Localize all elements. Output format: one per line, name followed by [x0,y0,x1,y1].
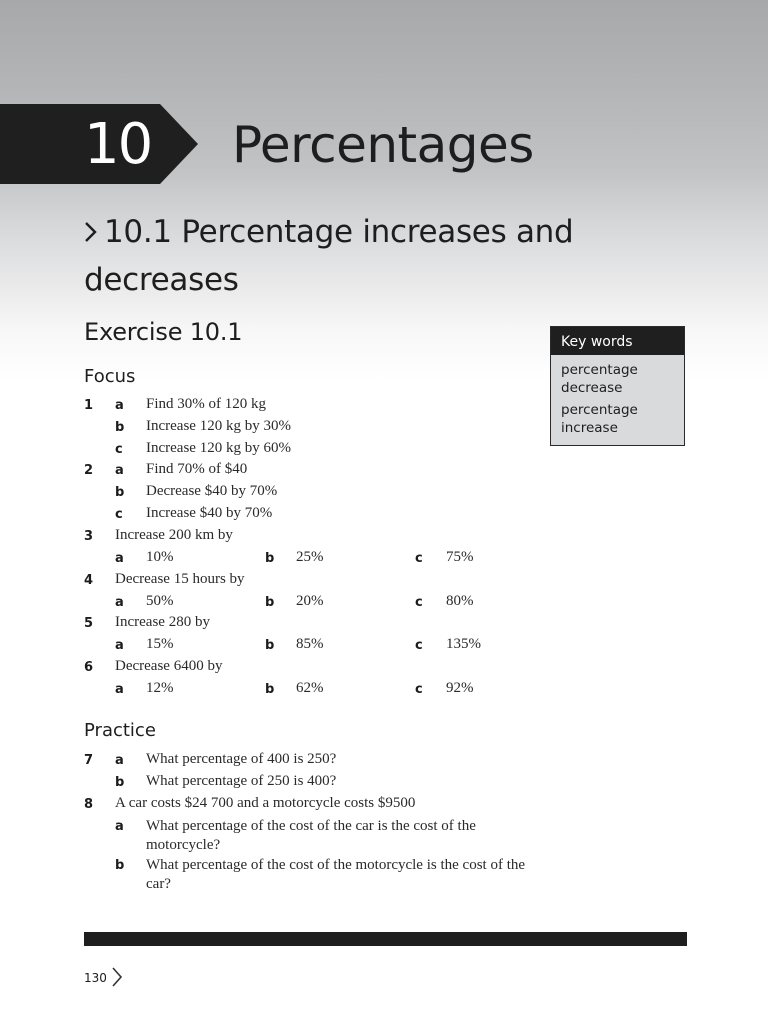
practice-heading: Practice [84,720,156,741]
question-text: 25% [296,549,324,565]
question-number: 1 [84,398,94,413]
part-label: c [415,595,423,610]
part-label: a [115,398,124,413]
question-text: Find 70% of $40 [146,461,248,477]
part-label: a [115,682,124,697]
question-text: 50% [146,593,174,609]
question-stem: Decrease 6400 by [115,658,223,674]
part-label: b [265,682,275,697]
question-text: Find 30% of 120 kg [146,396,266,412]
question-text: 75% [446,549,474,565]
chapter-number: 10 [84,112,152,177]
question-stem: Increase 280 by [115,614,210,630]
keyword-item: percentage increase [561,402,638,436]
footer-bar [84,932,687,946]
question-number: 6 [84,660,94,675]
chevron-right-icon [110,966,124,992]
question-text: What percentage of 250 is 400? [146,773,337,789]
question-text: 85% [296,636,324,652]
question-text: 62% [296,680,324,696]
question-number: 7 [84,753,94,768]
question-number: 8 [84,797,94,812]
part-label: b [115,858,125,873]
question-text: 135% [446,636,481,652]
question-text: 12% [146,680,174,696]
question-text: What percentage of the cost of the motorcycle is the cost of the car? [146,857,526,892]
section-title-text: 10.1 Percentage increases and decreases [84,214,574,298]
question-number: 2 [84,463,94,478]
part-label: a [115,595,124,610]
question-text: 80% [446,593,474,609]
question-number: 3 [84,529,94,544]
part-label: c [415,551,423,566]
focus-heading: Focus [84,366,136,387]
question-number: 4 [84,573,94,588]
part-label: a [115,463,124,478]
question-text: 15% [146,636,174,652]
question-text: Increase 120 kg by 30% [146,418,291,434]
part-label: c [115,507,123,522]
part-label: a [115,819,124,834]
question-text: Increase $40 by 70% [146,505,273,521]
chevron-right-icon [84,208,104,256]
question-stem: Decrease 15 hours by [115,571,245,587]
question-text: What percentage of the cost of the car is the cost of the motorcycle? [146,818,476,853]
part-label: a [115,753,124,768]
section-title [84,208,644,304]
part-label: b [265,638,275,653]
part-label: c [115,442,123,457]
question-text: 92% [446,680,474,696]
part-label: b [265,595,275,610]
question-stem: A car costs $24 700 and a motorcycle costs $9500 [115,795,416,811]
part-label: b [115,775,125,790]
keyword-item: percentage decrease [561,362,638,396]
part-label: b [115,420,125,435]
question-text: 10% [146,549,174,565]
question-text: Decrease $40 by 70% [146,483,278,499]
key-words-box [550,326,685,446]
question-stem: Increase 200 km by [115,527,233,543]
part-label: c [415,638,423,653]
question-text: Increase 120 kg by 60% [146,440,291,456]
key-words-heading: Key words [551,327,684,355]
question-text: 20% [296,593,324,609]
part-label: b [115,485,125,500]
question-text: What percentage of 400 is 250? [146,751,337,767]
chapter-title: Percentages [232,116,534,174]
page-number: 130 [84,971,107,985]
part-label: b [265,551,275,566]
part-label: a [115,551,124,566]
question-number: 5 [84,616,94,631]
part-label: c [415,682,423,697]
part-label: a [115,638,124,653]
exercise-title: Exercise 10.1 [84,318,243,346]
